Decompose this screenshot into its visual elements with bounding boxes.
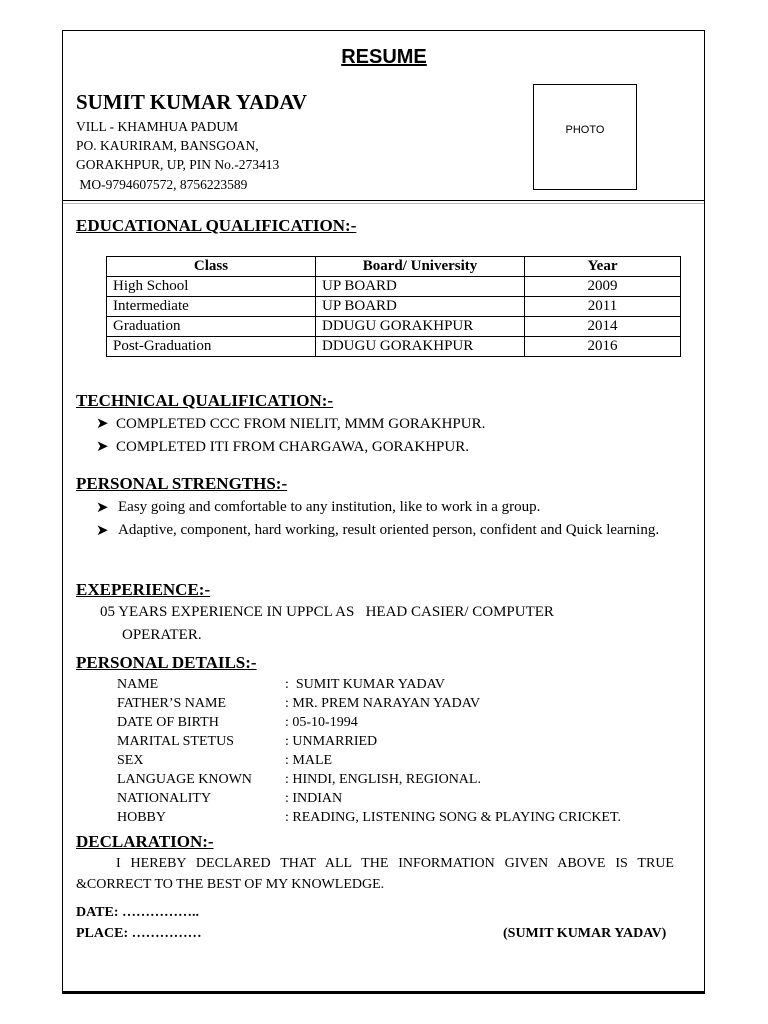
signature-name: (SUMIT KUMAR YADAV) xyxy=(503,926,667,941)
address-line-2: PO. KAURIRAM, BANSGOAN, xyxy=(76,138,259,153)
education-heading: EDUCATIONAL QUALIFICATION:- xyxy=(76,216,357,235)
experience-heading: EXEPERIENCE:- xyxy=(76,580,211,599)
strengths-heading: PERSONAL STRENGTHS:- xyxy=(76,474,288,493)
col-year: Year xyxy=(525,257,681,277)
detail-value: : HINDI, ENGLISH, REGIONAL. xyxy=(285,772,481,787)
education-table xyxy=(106,256,681,357)
detail-value: : READING, LISTENING SONG & PLAYING CRICKET. xyxy=(285,810,621,825)
cell-board: DDUGU GORAKHPUR xyxy=(316,337,525,357)
technical-item xyxy=(96,414,485,433)
detail-value: : UNMARRIED xyxy=(285,734,378,749)
col-class: Class xyxy=(107,257,316,277)
date-label: DATE: …………….. xyxy=(76,905,200,920)
cell-class: Post-Graduation xyxy=(107,337,316,357)
detail-label: NAME xyxy=(117,677,159,692)
strength-bullet xyxy=(96,498,116,517)
strength-item-text: Easy going and comfortable to any institution, like to work in a group. xyxy=(118,499,541,515)
arrow-bullet-icon: ➤ xyxy=(96,416,109,432)
declaration-text: I HEREBY DECLARED THAT ALL THE INFORMATION GIVEN ABOVE IS TRUE &CORRECT TO THE BEST OF MY KNOWLEDGE. xyxy=(76,856,674,892)
technical-heading: TECHNICAL QUALIFICATION:- xyxy=(76,391,334,410)
arrow-bullet-icon: ➤ xyxy=(96,523,109,539)
experience-line-1: 05 YEARS EXPERIENCE IN UPPCL AS HEAD CASIER/ COMPUTER xyxy=(100,604,554,620)
detail-value: : 05-10-1994 xyxy=(285,715,358,730)
detail-label: HOBBY xyxy=(117,810,167,825)
table-row xyxy=(107,277,681,297)
cell-board: DDUGU GORAKHPUR xyxy=(316,317,525,337)
strength-bullet xyxy=(96,521,116,540)
detail-value: : MR. PREM NARAYAN YADAV xyxy=(285,696,481,711)
experience-line-2: OPERATER. xyxy=(122,627,202,643)
resume-title: RESUME xyxy=(341,46,427,68)
header-divider-shadow xyxy=(63,203,704,204)
arrow-bullet-icon: ➤ xyxy=(96,439,109,455)
personal-heading: PERSONAL DETAILS:- xyxy=(76,653,257,672)
detail-label: DATE OF BIRTH xyxy=(117,715,219,730)
address-line-3: GORAKHPUR, UP, PIN No.-273413 xyxy=(76,157,280,172)
place-label: PLACE: …………… xyxy=(76,926,202,941)
detail-label: NATIONALITY xyxy=(117,791,212,806)
candidate-name: SUMIT KUMAR YADAV xyxy=(76,90,308,114)
cell-year: 2014 xyxy=(525,317,681,337)
technical-item xyxy=(96,437,469,456)
detail-label: MARITAL STETUS xyxy=(117,734,234,749)
detail-value: : INDIAN xyxy=(285,791,343,806)
mobile-line: MO-9794607572, 8756223589 xyxy=(76,177,248,192)
table-row xyxy=(107,297,681,317)
detail-label: SEX xyxy=(117,753,144,768)
cell-class: Intermediate xyxy=(107,297,316,317)
table-header-row xyxy=(107,257,681,277)
photo-label: PHOTO xyxy=(565,124,605,136)
cell-board: UP BOARD xyxy=(316,297,525,317)
cell-class: Graduation xyxy=(107,317,316,337)
header-divider xyxy=(63,200,704,201)
cell-year: 2016 xyxy=(525,337,681,357)
detail-value: : SUMIT KUMAR YADAV xyxy=(285,677,445,692)
cell-year: 2009 xyxy=(525,277,681,297)
technical-item-text: COMPLETED ITI FROM CHARGAWA, GORAKHPUR. xyxy=(116,439,469,455)
cell-board: UP BOARD xyxy=(316,277,525,297)
technical-item-text: COMPLETED CCC FROM NIELIT, MMM GORAKHPUR. xyxy=(116,416,486,432)
table-row xyxy=(107,337,681,357)
detail-value: : MALE xyxy=(285,753,333,768)
detail-label: FATHER’S NAME xyxy=(117,696,227,711)
col-board: Board/ University xyxy=(316,257,525,277)
cell-class: High School xyxy=(107,277,316,297)
strength-item-text: Adaptive, component, hard working, result oriented person, confident and Quick learning. xyxy=(118,522,660,538)
detail-label: LANGUAGE KNOWN xyxy=(117,772,252,787)
address-line-1: VILL - KHAMHUA PADUM xyxy=(76,119,239,134)
photo-box xyxy=(533,84,637,190)
cell-year: 2011 xyxy=(525,297,681,317)
table-row xyxy=(107,317,681,337)
declaration-heading: DECLARATION:- xyxy=(76,832,214,851)
arrow-bullet-icon: ➤ xyxy=(96,500,109,516)
